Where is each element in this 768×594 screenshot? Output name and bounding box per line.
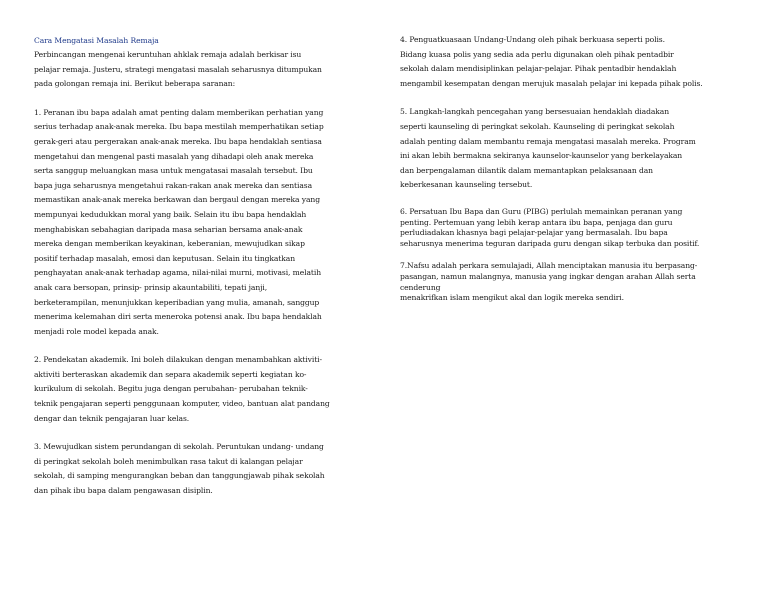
point-6-paragraph: 6. Persatuan Ibu Bapa dan Guru (PIBG) perlulah memainkan peranan yang penting. Pertemuan yang lebih kerap antara ibu bapa, penjaga dan guru perludiadakan khasnya bagi pelajar-pelajar yang bermasalah. Ibu bapa seharusnya menerima teguran daripada guru dengan sikap terbuka dan positif. — [400, 206, 700, 248]
right-column — [400, 33, 736, 316]
left-column — [34, 33, 364, 513]
point-1-paragraph: 1. Peranan ibu bapa adalah amat penting dalam memberikan perhatian yang serius terhadap anak-anak mereka. Ibu bapa mestilah memperhatikan setiap gerak-geri atau pergerakan anak-anak mereka. Ibu bapa hendaklah sentiasa mengetahui dan mengenal pasti masalah yang dihadapi oleh anak mereka serta sanggup meluangkan masa untuk mengatasai masalah tersebut. Ibu bapa juga seharusnya mengetahui rakan-rakan anak mereka dan sentiasa memastikan anak-anak mereka berkawan dan bergaul dengan mereka yang mempunyai kedudukkan moral yang baik. Selain itu ibu bapa hendaklah menghabiskan sebahagian daripada masa seharian bersama anak-anak mereka dengan memberikan keyakinan, keberanian, mewujudkan sikap positif terhadap masalah, emosi dan keputusan. Selain itu tingkatkan penghayatan anak-anak terhadap agama, nilai-nilai murni, motivasi, melatih anak cara bersopan, prinsip- prinsip akauntabiliti, tepati janji, berketerampilan, menunjukkan keperibadian yang mulia, amanah, sanggup menerima kelemahan diri serta meneroka potensi anak. Ibu bapa hendaklah menjadi role model kepada anak. — [34, 107, 324, 336]
point-7-paragraph: 7.Nafsu adalah perkara semulajadi, Allah menciptakan manusia itu berpasang- pasangan, namun malangnya, manusia yang ingkar dengan arahan Allah serta cenderung menakrifkan islam mengikut akal dan logik mereka sendiri. — [400, 261, 698, 303]
point-4-paragraph: 4. Penguatkuasaan Undang-Undang oleh pihak berkuasa seperti polis. Bidang kuasa polis yang sedia ada perlu digunakan oleh pihak pentadbir sekolah dalam mendisiplinkan pelajar-pelajar. Pihak pentadbir hendaklah mengambil kesempatan dengan merujuk masalah pelajar ini kepada pihak polis. — [400, 35, 703, 88]
document-title: Cara Mengatasi Masalah Remaja — [34, 36, 159, 45]
intro-paragraph: Perbincangan mengenai keruntuhan ahklak remaja adalah berkisar isu pelajar remaja. Justeru, strategi mengatasi masalah seharusnya ditumpukan pada golongan remaja ini. Berikut beberapa saranan: — [34, 50, 322, 89]
point-3-paragraph: 3. Mewujudkan sistem perundangan di sekolah. Peruntukan undang- undang di peringkat sekolah boleh menimbulkan rasa takut di kalangan pelajar sekolah, di samping mengurangkan beban dan tanggungjawab pihak sekolah dan pihak ibu bapa dalam pengawasan disiplin. — [34, 442, 325, 496]
point-2-paragraph: 2. Pendekatan akademik. Ini boleh dilakukan dengan menambahkan aktiviti- aktiviti berteraskan akademik dan separa akademik seperti kegiatan ko- kurikulum di sekolah. Begitu juga dengan perubahan- perubahan teknik- teknik pengajaran seperti penggunaan komputer, video, bantuan alat pandang dengar dan teknik pengajaran luar kelas. — [34, 355, 330, 423]
point-5-paragraph: 5. Langkah-langkah pencegahan yang bersesuaian hendaklah diadakan seperti kaunseling di peringkat sekolah. Kaunseling di peringkat sekolah adalah penting dalam membantu remaja mengatasi masalah mereka. Program ini akan lebih bermakna sekiranya kaunselor-kaunselor yang berkelayakan dan berpengalaman dilantik dalam memantapkan pelaksanaan dan keberkesanan kaunseling tersebut. — [400, 107, 696, 190]
